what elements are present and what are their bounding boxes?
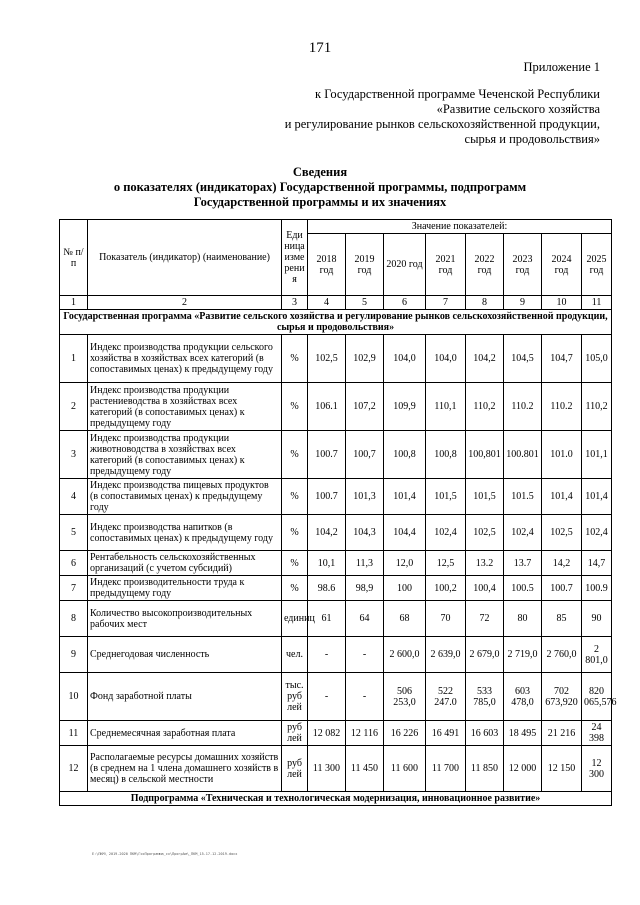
heading-line: Государственной программы и их значениях [193, 195, 447, 209]
value-cell: 110,2 [466, 383, 504, 431]
page-number: 171 [308, 40, 332, 56]
column-index: 8 [466, 296, 504, 310]
row-number: 1 [60, 335, 88, 383]
value-cell: 64 [346, 601, 384, 637]
value-cell: 101,4 [582, 479, 612, 515]
table-row [60, 515, 612, 551]
value-cell: 104,2 [308, 515, 346, 551]
value-cell: 533 785,0 [466, 673, 504, 721]
table-row [60, 746, 612, 792]
value-cell: 100.7 [308, 479, 346, 515]
value-cell: 21 216 [542, 721, 582, 746]
value-cell: 16 226 [384, 721, 426, 746]
row-number: 8 [60, 601, 88, 637]
column-index-row [60, 296, 612, 310]
row-number: 12 [60, 746, 88, 792]
value-cell: 104,3 [346, 515, 384, 551]
value-cell: 12,5 [426, 551, 466, 576]
table-row [60, 601, 612, 637]
header-values: Значение показателей: [308, 220, 612, 234]
value-cell: 101,4 [542, 479, 582, 515]
column-index: 9 [504, 296, 542, 310]
indicator-name: Индекс производства пищевых продуктов (в сопоставимых ценах) к предыдущему году [88, 479, 282, 515]
indicator-name: Индекс производства продукции растениеводства в хозяйствах всех категорий (в сопоставимых ценах) к предыдущему году [88, 383, 282, 431]
value-cell: 12 000 [504, 746, 542, 792]
header-year: 2021 год [426, 234, 466, 296]
value-cell: - [346, 637, 384, 673]
value-cell: 2 679,0 [466, 637, 504, 673]
value-cell: 109,9 [384, 383, 426, 431]
value-cell: 90 [582, 601, 612, 637]
indicator-name: Индекс производительности труда к предыдущему году [88, 576, 282, 601]
unit-cell: % [282, 551, 308, 576]
value-cell: 12,0 [384, 551, 426, 576]
value-cell: 101,5 [426, 479, 466, 515]
column-index: 3 [282, 296, 308, 310]
row-number: 3 [60, 431, 88, 479]
value-cell: 104,2 [466, 335, 504, 383]
value-cell: - [346, 673, 384, 721]
value-cell: 101,3 [346, 479, 384, 515]
value-cell: 104,4 [384, 515, 426, 551]
value-cell: - [308, 637, 346, 673]
table-row [60, 637, 612, 673]
column-index: 4 [308, 296, 346, 310]
header-year: 2024 год [542, 234, 582, 296]
value-cell: 100,801 [466, 431, 504, 479]
table-row [60, 431, 612, 479]
value-cell: 98,9 [346, 576, 384, 601]
row-number: 2 [60, 383, 88, 431]
unit-cell: % [282, 576, 308, 601]
unit-cell: чел. [282, 637, 308, 673]
value-cell: - [308, 673, 346, 721]
value-cell: 100.801 [504, 431, 542, 479]
value-cell: 12 150 [542, 746, 582, 792]
unit-cell: % [282, 335, 308, 383]
value-cell: 16 491 [426, 721, 466, 746]
indicator-name: Индекс производства продукции животноводства в хозяйствах всех категорий (в сопоставимых ценах) к предыдущему году [88, 431, 282, 479]
value-cell: 100 [384, 576, 426, 601]
row-number: 10 [60, 673, 88, 721]
indicator-name: Среднемесячная заработная плата [88, 721, 282, 746]
column-index: 11 [582, 296, 612, 310]
appendix-line: «Развитие сельского хозяйства [436, 102, 600, 116]
value-cell: 100,4 [466, 576, 504, 601]
row-number: 5 [60, 515, 88, 551]
value-cell: 100.5 [504, 576, 542, 601]
appendix-block [285, 60, 600, 147]
value-cell: 72 [466, 601, 504, 637]
header-num: № п/п [60, 220, 88, 296]
column-index: 7 [426, 296, 466, 310]
header-year: 2019 год [346, 234, 384, 296]
value-cell: 11 700 [426, 746, 466, 792]
column-index: 1 [60, 296, 88, 310]
value-cell: 10,1 [308, 551, 346, 576]
value-cell: 110,1 [426, 383, 466, 431]
unit-cell: руб лей [282, 746, 308, 792]
value-cell: 104,5 [504, 335, 542, 383]
section-program-title: Государственная программа «Развитие сельского хозяйства и регулирование рынков сельскохозяйственной продукции, сырья и продовольствия» [60, 310, 612, 335]
value-cell: 100.7 [308, 431, 346, 479]
value-cell: 11 450 [346, 746, 384, 792]
value-cell: 104,0 [426, 335, 466, 383]
indicator-name: Рентабельность сельскохозяйственных организаций (с учетом субсидий) [88, 551, 282, 576]
table-row [60, 576, 612, 601]
value-cell: 110.2 [504, 383, 542, 431]
heading-line: Сведения [292, 165, 348, 179]
value-cell: 12 082 [308, 721, 346, 746]
value-cell: 603 478,0 [504, 673, 542, 721]
value-cell: 100.7 [542, 576, 582, 601]
file-path-footer: E:\ПКМ\ 2019-2020 ПКМ\ГосПрограмма_сх\ПрогрАм\_ПКМ_15-17.12.2019.docx [92, 852, 238, 856]
value-cell: 104,7 [542, 335, 582, 383]
value-cell: 13.2 [466, 551, 504, 576]
unit-cell: тыс. руб лей [282, 673, 308, 721]
value-cell: 101,4 [384, 479, 426, 515]
header-year: 2020 год [384, 234, 426, 296]
value-cell: 2 600,0 [384, 637, 426, 673]
heading-line: о показателях (индикаторах) Государственной программы, подпрограмм [113, 180, 527, 194]
value-cell: 104,0 [384, 335, 426, 383]
unit-cell: % [282, 515, 308, 551]
table-row [60, 673, 612, 721]
value-cell: 105,0 [582, 335, 612, 383]
value-cell: 100,8 [384, 431, 426, 479]
indicator-name: Располагаемые ресурсы домашних хозяйств (в среднем на 1 члена домашнего хозяйств в месяц) в сельской местности [88, 746, 282, 792]
table-row [60, 721, 612, 746]
value-cell: 100,8 [426, 431, 466, 479]
value-cell: 2 639,0 [426, 637, 466, 673]
table-row [60, 479, 612, 515]
column-index: 2 [88, 296, 282, 310]
header-unit: Единица измерения [282, 220, 308, 296]
value-cell: 11 300 [308, 746, 346, 792]
appendix-line: сырья и продовольствия» [464, 132, 600, 146]
value-cell: 80 [504, 601, 542, 637]
header-year: 2025 год [582, 234, 612, 296]
value-cell: 102,4 [582, 515, 612, 551]
value-cell: 100,7 [346, 431, 384, 479]
header-year: 2018 год [308, 234, 346, 296]
value-cell: 110,2 [582, 383, 612, 431]
value-cell: 12 300 [582, 746, 612, 792]
appendix-line: и регулирование рынков сельскохозяйственной продукции, [284, 117, 600, 131]
value-cell: 102,4 [426, 515, 466, 551]
value-cell: 2 760,0 [542, 637, 582, 673]
row-number: 4 [60, 479, 88, 515]
value-cell: 68 [384, 601, 426, 637]
value-cell: 101.5 [504, 479, 542, 515]
value-cell: 107,2 [346, 383, 384, 431]
unit-cell: руб лей [282, 721, 308, 746]
value-cell: 24 398 [582, 721, 612, 746]
appendix-line: к Государственной программе Чеченской Республики [315, 87, 600, 101]
value-cell: 110.2 [542, 383, 582, 431]
value-cell: 102,5 [466, 515, 504, 551]
indicator-name: Количество высокопроизводительных рабочих мест [88, 601, 282, 637]
row-number: 11 [60, 721, 88, 746]
header-year: 2023 год [504, 234, 542, 296]
value-cell: 12 116 [346, 721, 384, 746]
column-index: 6 [384, 296, 426, 310]
row-number: 7 [60, 576, 88, 601]
header-indicator: Показатель (индикатор) (наименование) [88, 220, 282, 296]
value-cell: 98.6 [308, 576, 346, 601]
value-cell: 100.9 [582, 576, 612, 601]
indicator-name: Фонд заработной платы [88, 673, 282, 721]
indicator-name: Индекс производства продукции сельского хозяйства в хозяйствах всех категорий (в сопоставимых ценах) к предыдущему году [88, 335, 282, 383]
value-cell: 102,4 [504, 515, 542, 551]
value-cell: 101,1 [582, 431, 612, 479]
row-number: 9 [60, 637, 88, 673]
value-cell: 102,5 [308, 335, 346, 383]
value-cell: 2 719,0 [504, 637, 542, 673]
value-cell: 506 253,0 [384, 673, 426, 721]
column-index: 10 [542, 296, 582, 310]
value-cell: 14,2 [542, 551, 582, 576]
column-index: 5 [346, 296, 384, 310]
row-number: 6 [60, 551, 88, 576]
table-row [60, 551, 612, 576]
unit-cell: % [282, 431, 308, 479]
indicator-name: Среднегодовая численность [88, 637, 282, 673]
appendix-title: Приложение 1 [523, 60, 600, 74]
value-cell: 61 [308, 601, 346, 637]
value-cell: 522 247.0 [426, 673, 466, 721]
table-row [60, 335, 612, 383]
value-cell: 102,9 [346, 335, 384, 383]
value-cell: 16 603 [466, 721, 504, 746]
value-cell: 102,5 [542, 515, 582, 551]
value-cell: 70 [426, 601, 466, 637]
table-body [60, 335, 617, 792]
value-cell: 85 [542, 601, 582, 637]
unit-cell: единиц [282, 601, 308, 637]
indicators-table [59, 219, 617, 806]
value-cell: 18 495 [504, 721, 542, 746]
value-cell: 13.7 [504, 551, 542, 576]
value-cell: 820 065,576 [582, 673, 612, 721]
value-cell: 14,7 [582, 551, 612, 576]
value-cell: 11 600 [384, 746, 426, 792]
value-cell: 101,5 [466, 479, 504, 515]
document-heading [0, 165, 640, 210]
table-row [60, 383, 612, 431]
indicator-name: Индекс производства напитков (в сопоставимых ценах) к предыдущему году [88, 515, 282, 551]
value-cell: 101.0 [542, 431, 582, 479]
header-year: 2022 год [466, 234, 504, 296]
value-cell: 11,3 [346, 551, 384, 576]
value-cell: 11 850 [466, 746, 504, 792]
value-cell: 106.1 [308, 383, 346, 431]
unit-cell: % [282, 479, 308, 515]
unit-cell: % [282, 383, 308, 431]
value-cell: 100,2 [426, 576, 466, 601]
section-subprogram-title: Подпрограмма «Техническая и технологическая модернизация, инновационное развитие» [60, 792, 612, 806]
value-cell: 2 801,0 [582, 637, 612, 673]
value-cell: 702 673,920 [542, 673, 582, 721]
